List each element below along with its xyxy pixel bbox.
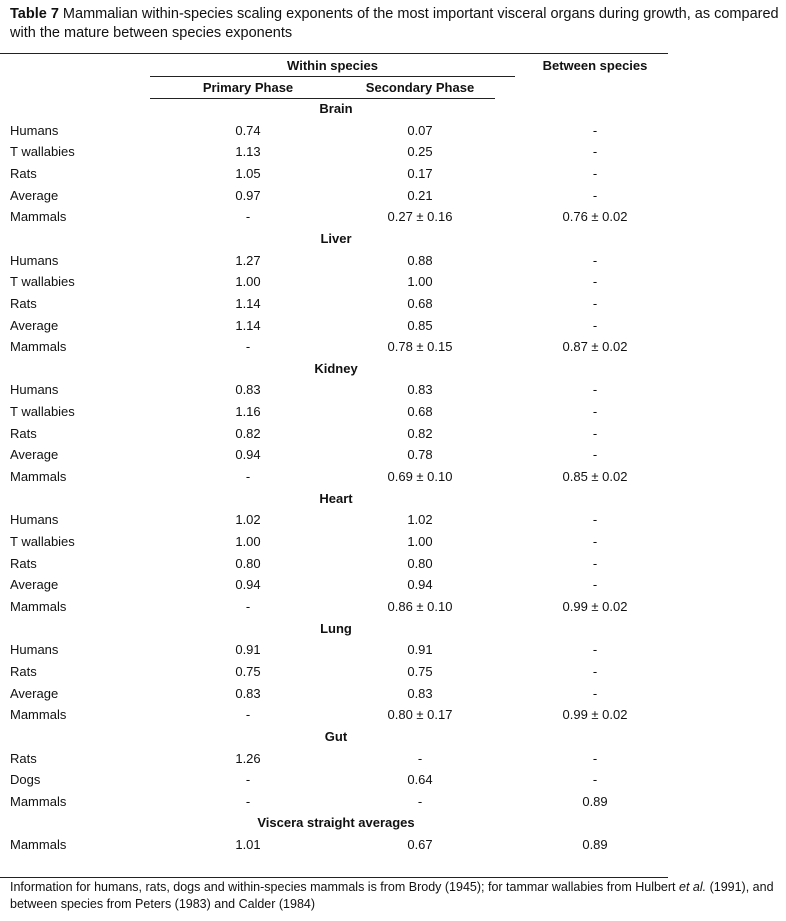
primary-phase-cell: 0.82 <box>235 425 261 441</box>
header-primary-phase: Primary Phase <box>202 80 294 95</box>
between-species-cell: 0.85 ± 0.02 <box>562 469 628 485</box>
table-row <box>0 271 700 293</box>
table-row <box>0 163 700 185</box>
species-cell: Average <box>10 577 59 593</box>
species-cell: Humans <box>10 642 59 658</box>
table-row <box>0 553 700 575</box>
species-cell: Mammals <box>10 598 67 614</box>
secondary-phase-cell: 0.78 ± 0.15 <box>387 339 453 355</box>
table-row <box>0 748 700 770</box>
species-cell: Average <box>10 317 59 333</box>
secondary-phase-cell: 0.67 <box>407 837 433 853</box>
primary-phase-cell: 1.01 <box>235 837 261 853</box>
species-cell: Mammals <box>10 793 67 809</box>
table-row <box>0 769 700 791</box>
between-species-cell: 0.89 <box>582 837 608 853</box>
table-row <box>0 791 700 813</box>
section-title: Viscera straight averages <box>257 815 415 831</box>
primary-phase-cell: 0.83 <box>235 382 261 398</box>
primary-phase-cell: 0.94 <box>235 447 261 463</box>
section-header-row <box>0 358 700 380</box>
species-cell: Mammals <box>10 837 67 853</box>
footnote-text-end: (1991), and between species from Peters (1983) and Calder (1984) <box>10 880 774 911</box>
primary-phase-cell: 1.16 <box>235 404 261 420</box>
secondary-phase-cell: - <box>417 750 423 766</box>
primary-phase-cell: 0.83 <box>235 685 261 701</box>
primary-phase-cell: - <box>245 598 251 614</box>
secondary-phase-cell: 0.85 <box>407 317 433 333</box>
primary-phase-cell: 1.00 <box>235 274 261 290</box>
table-row <box>0 206 700 228</box>
between-species-cell: - <box>592 512 598 528</box>
between-species-cell: - <box>592 295 598 311</box>
section-header-row <box>0 618 700 640</box>
table-label: Table 7 <box>10 6 59 22</box>
species-cell: Humans <box>10 252 59 268</box>
species-cell: T wallabies <box>10 144 75 160</box>
species-cell: Humans <box>10 122 59 138</box>
between-species-cell: - <box>592 447 598 463</box>
between-species-cell: 0.76 ± 0.02 <box>562 209 628 225</box>
species-cell: Rats <box>10 750 37 766</box>
table-row <box>0 574 700 596</box>
table-row <box>0 401 700 423</box>
between-species-cell: 0.87 ± 0.02 <box>562 339 628 355</box>
between-species-cell: - <box>592 772 598 788</box>
species-cell: Mammals <box>10 209 67 225</box>
table-row <box>0 683 700 705</box>
table-row <box>0 639 700 661</box>
secondary-phase-cell: 0.86 ± 0.10 <box>387 598 453 614</box>
between-species-cell: - <box>592 317 598 333</box>
species-cell: Average <box>10 685 59 701</box>
header-secondary-phase: Secondary Phase <box>365 80 475 95</box>
species-cell: Average <box>10 447 59 463</box>
section-title: Heart <box>319 490 353 506</box>
primary-phase-cell: 0.75 <box>235 663 261 679</box>
between-species-cell: - <box>592 555 598 571</box>
section-title: Brain <box>319 101 353 116</box>
section-title: Lung <box>320 620 352 636</box>
species-cell: Rats <box>10 165 37 181</box>
secondary-phase-cell: 0.91 <box>407 642 433 658</box>
species-cell: Rats <box>10 555 37 571</box>
between-species-cell: 0.89 <box>582 793 608 809</box>
between-species-cell: - <box>592 404 598 420</box>
primary-phase-cell: 0.74 <box>235 122 261 138</box>
table-row <box>0 315 700 337</box>
section-header-row <box>0 228 700 250</box>
between-species-cell: - <box>592 252 598 268</box>
between-species-cell: 0.99 ± 0.02 <box>562 707 628 723</box>
species-cell: Dogs <box>10 772 41 788</box>
table-row <box>0 120 700 142</box>
table-row <box>0 141 700 163</box>
footnote-text: Information for humans, rats, dogs and within-species mammals is from Brody (1945); for tammar wallabies from Hulbert <box>10 880 679 894</box>
section-header-row <box>0 98 700 120</box>
secondary-phase-cell: 0.75 <box>407 663 433 679</box>
secondary-phase-cell: 0.82 <box>407 425 433 441</box>
table-row <box>0 661 700 683</box>
between-species-cell: - <box>592 187 598 203</box>
section-header-row <box>0 488 700 510</box>
header-within-species: Within species <box>287 58 378 73</box>
secondary-phase-cell: 0.78 <box>407 447 433 463</box>
between-species-cell: - <box>592 685 598 701</box>
secondary-phase-cell: 1.02 <box>407 512 433 528</box>
species-cell: Rats <box>10 663 37 679</box>
between-species-cell: - <box>592 534 598 549</box>
primary-phase-cell: - <box>245 707 251 723</box>
section-header-row <box>0 726 700 748</box>
between-species-cell: - <box>592 425 598 441</box>
top-rule <box>0 53 668 54</box>
section-header-row <box>0 812 700 834</box>
between-species-cell: - <box>592 663 598 679</box>
secondary-phase-cell: 0.69 ± 0.10 <box>387 469 453 485</box>
between-species-cell: 0.99 ± 0.02 <box>562 598 628 614</box>
header-between-species: Between species <box>542 58 648 73</box>
species-cell: Mammals <box>10 339 67 355</box>
table-row <box>0 834 700 856</box>
table-row <box>0 444 700 466</box>
secondary-phase-cell: 0.64 <box>407 772 433 788</box>
secondary-phase-cell: 0.17 <box>407 165 433 181</box>
table-row <box>0 509 700 531</box>
secondary-phase-cell: 0.94 <box>407 577 433 593</box>
section-title: Kidney <box>314 360 358 376</box>
secondary-phase-cell: 0.68 <box>407 404 433 420</box>
species-cell: Mammals <box>10 707 67 723</box>
primary-phase-cell: 1.26 <box>235 750 261 766</box>
primary-phase-cell: - <box>245 469 251 485</box>
between-species-cell: - <box>592 144 598 160</box>
table-row <box>0 423 700 445</box>
table-row <box>0 596 700 618</box>
primary-phase-cell: 0.80 <box>235 555 261 571</box>
footnote <box>10 879 780 913</box>
species-cell: Rats <box>10 425 37 441</box>
secondary-phase-cell: 0.68 <box>407 295 433 311</box>
table-row <box>0 704 700 726</box>
between-species-cell: - <box>592 274 598 290</box>
primary-phase-cell: 0.91 <box>235 642 261 658</box>
secondary-phase-cell: 0.83 <box>407 382 433 398</box>
species-cell: Humans <box>10 512 59 528</box>
primary-phase-cell: - <box>245 209 251 225</box>
between-species-cell: - <box>592 642 598 658</box>
between-species-cell: - <box>592 382 598 398</box>
table-row <box>0 336 700 358</box>
section-title: Gut <box>324 728 348 744</box>
species-cell: Average <box>10 187 59 203</box>
between-species-cell: - <box>592 750 598 766</box>
secondary-phase-cell: 0.83 <box>407 685 433 701</box>
secondary-phase-cell: 0.80 ± 0.17 <box>387 707 453 723</box>
primary-phase-cell: 1.00 <box>235 534 261 549</box>
primary-phase-cell: 1.05 <box>235 165 261 181</box>
between-species-cell: - <box>592 165 598 181</box>
section-title: Liver <box>320 230 352 246</box>
species-cell: Humans <box>10 382 59 398</box>
table-caption <box>10 5 780 43</box>
primary-phase-cell: 1.27 <box>235 252 261 268</box>
secondary-phase-cell: 0.88 <box>407 252 433 268</box>
primary-phase-cell: 0.97 <box>235 187 261 203</box>
between-species-cell: - <box>592 577 598 593</box>
primary-phase-cell: 1.14 <box>235 317 261 333</box>
primary-phase-cell: 0.94 <box>235 577 261 593</box>
primary-phase-cell: - <box>245 772 251 788</box>
between-species-cell: - <box>592 122 598 138</box>
table-row <box>0 293 700 315</box>
species-cell: T wallabies <box>10 534 75 549</box>
species-cell: T wallabies <box>10 274 75 290</box>
primary-phase-cell: 1.13 <box>235 144 261 160</box>
secondary-phase-cell: 0.21 <box>407 187 433 203</box>
secondary-phase-cell: 0.27 ± 0.16 <box>387 209 453 225</box>
table-row <box>0 250 700 272</box>
secondary-phase-cell: 1.00 <box>407 534 433 549</box>
secondary-phase-cell: 0.80 <box>407 555 433 571</box>
secondary-phase-cell: 0.25 <box>407 144 433 160</box>
footnote-etal: et al. <box>679 880 707 894</box>
secondary-phase-cell: 1.00 <box>407 274 433 290</box>
species-cell: Mammals <box>10 469 67 485</box>
within-rule <box>150 76 515 77</box>
secondary-phase-cell: - <box>417 793 423 809</box>
table-row <box>0 466 700 488</box>
species-cell: T wallabies <box>10 404 75 420</box>
primary-phase-cell: - <box>245 339 251 355</box>
secondary-phase-cell: 0.07 <box>407 122 433 138</box>
primary-phase-cell: - <box>245 793 251 809</box>
table-row <box>0 531 700 553</box>
primary-phase-cell: 1.02 <box>235 512 261 528</box>
bottom-rule <box>0 877 668 878</box>
caption-text: Mammalian within-species scaling exponents of the most important visceral organs during growth, as compared with the mature between species exponents <box>10 6 779 41</box>
table-row <box>0 379 700 401</box>
primary-phase-cell: 1.14 <box>235 295 261 311</box>
species-cell: Rats <box>10 295 37 311</box>
table-row <box>0 185 700 207</box>
